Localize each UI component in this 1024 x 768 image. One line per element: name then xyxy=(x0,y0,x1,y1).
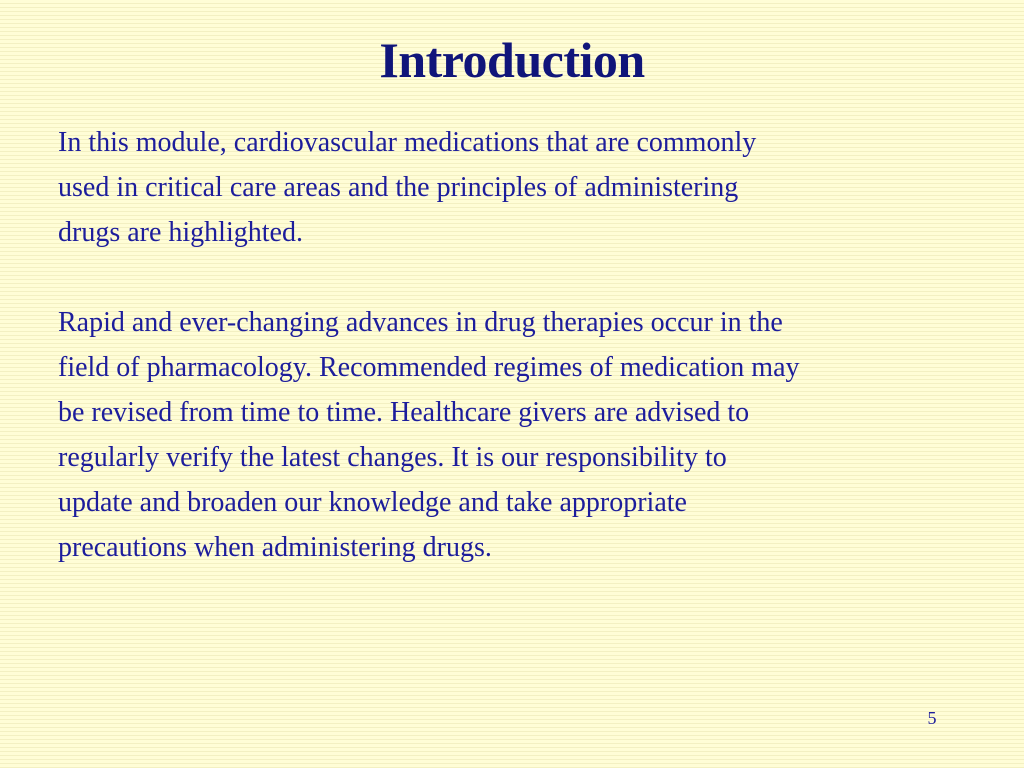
slide-body xyxy=(58,120,978,570)
intro-paragraph: In this module, cardiovascular medications that are commonly used in critical care areas and the principles of administering drugs are highlighted. xyxy=(58,127,757,248)
slide-title: Introduction xyxy=(379,32,645,88)
advances-paragraph: Rapid and ever-changing advances in drug therapies occur in the field of pharmacology. Recommended regimes of medication may be revised from time to time. Healthcare givers are advised to regularly verify the latest changes. It is our responsibility to update and broaden our knowledge and take appropriate precautions when administering drugs. xyxy=(58,307,800,563)
page-number: 5 xyxy=(927,708,937,728)
paragraph-spacer xyxy=(58,255,978,300)
